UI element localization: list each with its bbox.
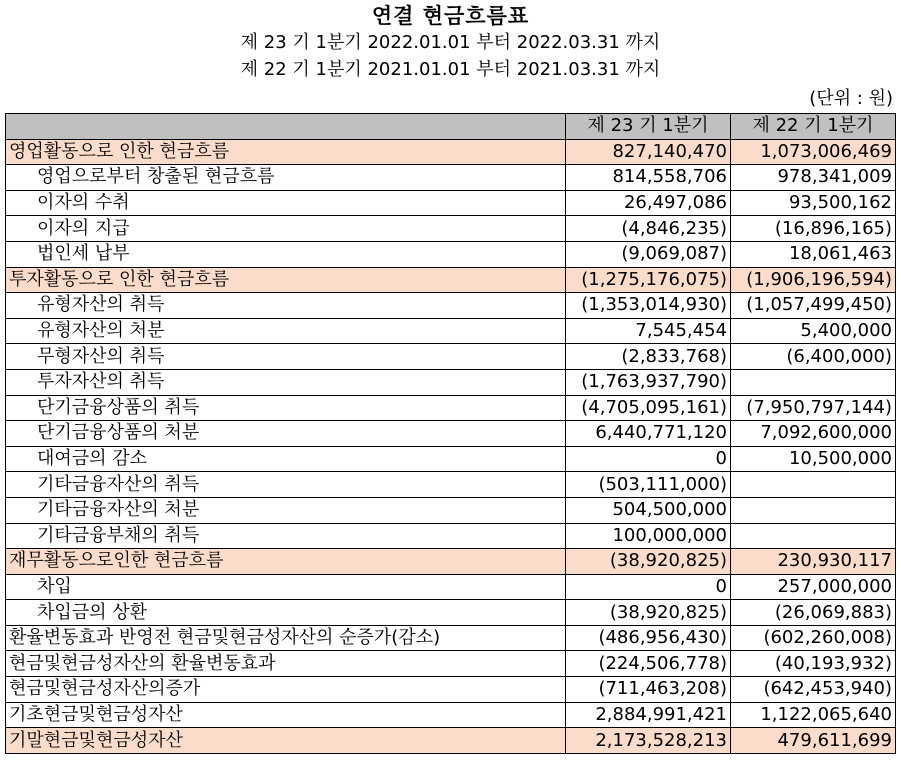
table-row — [6, 625, 896, 651]
row-label: 환율변동효과 반영전 현금및현금성자산의 순증가(감소) — [6, 625, 566, 651]
prior-period-value: (1,057,499,450) — [731, 293, 896, 319]
current-period-value: (2,833,768) — [566, 344, 731, 370]
current-period-value: 7,545,454 — [566, 318, 731, 344]
prior-period-value: (642,453,940) — [731, 677, 896, 703]
row-label: 대여금의 감소 — [6, 446, 566, 472]
current-period-value: (503,111,000) — [566, 472, 731, 498]
current-period-value: (9,069,087) — [566, 241, 731, 267]
current-period-value: (224,506,778) — [566, 651, 731, 677]
section-row — [6, 549, 896, 575]
current-period-value: (38,920,825) — [566, 549, 731, 575]
table-row — [6, 472, 896, 498]
prior-period-value — [731, 472, 896, 498]
row-label: 이자의 지급 — [6, 216, 566, 242]
current-period-value: 2,173,528,213 — [566, 728, 731, 754]
statement-header — [0, 3, 901, 83]
prior-period-value: 479,611,699 — [731, 728, 896, 754]
table-row — [6, 446, 896, 472]
table-row — [6, 190, 896, 216]
prior-period-value: (1,906,196,594) — [731, 267, 896, 293]
row-label: 차입금의 상환 — [6, 600, 566, 626]
prior-period-value: (6,400,000) — [731, 344, 896, 370]
prior-period-value — [731, 497, 896, 523]
current-period-value: 0 — [566, 574, 731, 600]
column-header-current: 제 23 기 1분기 — [566, 114, 731, 140]
section-row — [6, 267, 896, 293]
table-row — [6, 651, 896, 677]
prior-period-value: 1,073,006,469 — [731, 139, 896, 165]
current-period-value: (1,353,014,930) — [566, 293, 731, 319]
section-row — [6, 139, 896, 165]
prior-period-value: 257,000,000 — [731, 574, 896, 600]
prior-period-value: 978,341,009 — [731, 165, 896, 191]
prior-period-value: (26,069,883) — [731, 600, 896, 626]
table-row — [6, 293, 896, 319]
prior-period-value: (40,193,932) — [731, 651, 896, 677]
table-row — [6, 574, 896, 600]
current-period-value: 0 — [566, 446, 731, 472]
row-label: 기말현금및현금성자산 — [6, 728, 566, 754]
current-period-value: (486,956,430) — [566, 625, 731, 651]
current-period-value: (38,920,825) — [566, 600, 731, 626]
prior-period-value: 7,092,600,000 — [731, 421, 896, 447]
table-row — [6, 677, 896, 703]
row-label: 투자자산의 취득 — [6, 369, 566, 395]
row-label: 재무활동으로인한 현금흐름 — [6, 549, 566, 575]
row-label: 영업으로부터 창출된 현금흐름 — [6, 165, 566, 191]
table-row — [6, 523, 896, 549]
prior-period-value — [731, 523, 896, 549]
table-body — [6, 139, 896, 753]
current-period-value: 814,558,706 — [566, 165, 731, 191]
row-label: 투자활동으로 인한 현금흐름 — [6, 267, 566, 293]
prior-period-value: 1,122,065,640 — [731, 702, 896, 728]
current-period-value: 827,140,470 — [566, 139, 731, 165]
row-label: 무형자산의 취득 — [6, 344, 566, 370]
table-row — [6, 165, 896, 191]
table-row — [6, 702, 896, 728]
row-label: 현금및현금성자산의 환율변동효과 — [6, 651, 566, 677]
row-label: 단기금융상품의 취득 — [6, 395, 566, 421]
unit-label: (단위 : 원) — [809, 88, 893, 109]
row-label: 유형자산의 처분 — [6, 318, 566, 344]
table-row — [6, 344, 896, 370]
row-label: 영업활동으로 인한 현금흐름 — [6, 139, 566, 165]
current-period-value: (711,463,208) — [566, 677, 731, 703]
table-row — [6, 369, 896, 395]
table-row — [6, 216, 896, 242]
current-period-value: 504,500,000 — [566, 497, 731, 523]
row-label: 기타금융자산의 처분 — [6, 497, 566, 523]
row-label: 기초현금및현금성자산 — [6, 702, 566, 728]
table-row — [6, 600, 896, 626]
current-period-value: (1,275,176,075) — [566, 267, 731, 293]
prior-period-value: (16,896,165) — [731, 216, 896, 242]
current-period-value: 100,000,000 — [566, 523, 731, 549]
prior-period-value: 5,400,000 — [731, 318, 896, 344]
prior-period-value: (602,260,008) — [731, 625, 896, 651]
current-period-value: (4,705,095,161) — [566, 395, 731, 421]
current-period-value: 26,497,086 — [566, 190, 731, 216]
cash-flow-table — [5, 113, 896, 754]
table-row — [6, 497, 896, 523]
row-label: 유형자산의 취득 — [6, 293, 566, 319]
table-row — [6, 318, 896, 344]
prior-period-value: 10,500,000 — [731, 446, 896, 472]
section-row — [6, 728, 896, 754]
table-row — [6, 421, 896, 447]
row-label: 법인세 납부 — [6, 241, 566, 267]
prior-period-value: (7,950,797,144) — [731, 395, 896, 421]
row-label: 기타금융부채의 취득 — [6, 523, 566, 549]
row-label: 기타금융자산의 취득 — [6, 472, 566, 498]
prior-period-value: 93,500,162 — [731, 190, 896, 216]
table-header-row — [6, 114, 896, 140]
current-period-value: 6,440,771,120 — [566, 421, 731, 447]
prior-period-value — [731, 369, 896, 395]
column-header-label — [6, 114, 566, 140]
row-label: 단기금융상품의 처분 — [6, 421, 566, 447]
table-row — [6, 241, 896, 267]
current-period-value: (4,846,235) — [566, 216, 731, 242]
row-label: 차입 — [6, 574, 566, 600]
table-row — [6, 395, 896, 421]
current-period: 제 23 기 1분기 2022.01.01 부터 2022.03.31 까지 — [240, 32, 661, 53]
current-period-value: 2,884,991,421 — [566, 702, 731, 728]
row-label: 이자의 수취 — [6, 190, 566, 216]
current-period-value: (1,763,937,790) — [566, 369, 731, 395]
column-header-prior: 제 22 기 1분기 — [731, 114, 896, 140]
prior-period-value: 18,061,463 — [731, 241, 896, 267]
statement-title: 연결 현금흐름표 — [371, 4, 530, 28]
prior-period: 제 22 기 1분기 2021.01.01 부터 2021.03.31 까지 — [240, 59, 661, 80]
row-label: 현금및현금성자산의증가 — [6, 677, 566, 703]
prior-period-value: 230,930,117 — [731, 549, 896, 575]
